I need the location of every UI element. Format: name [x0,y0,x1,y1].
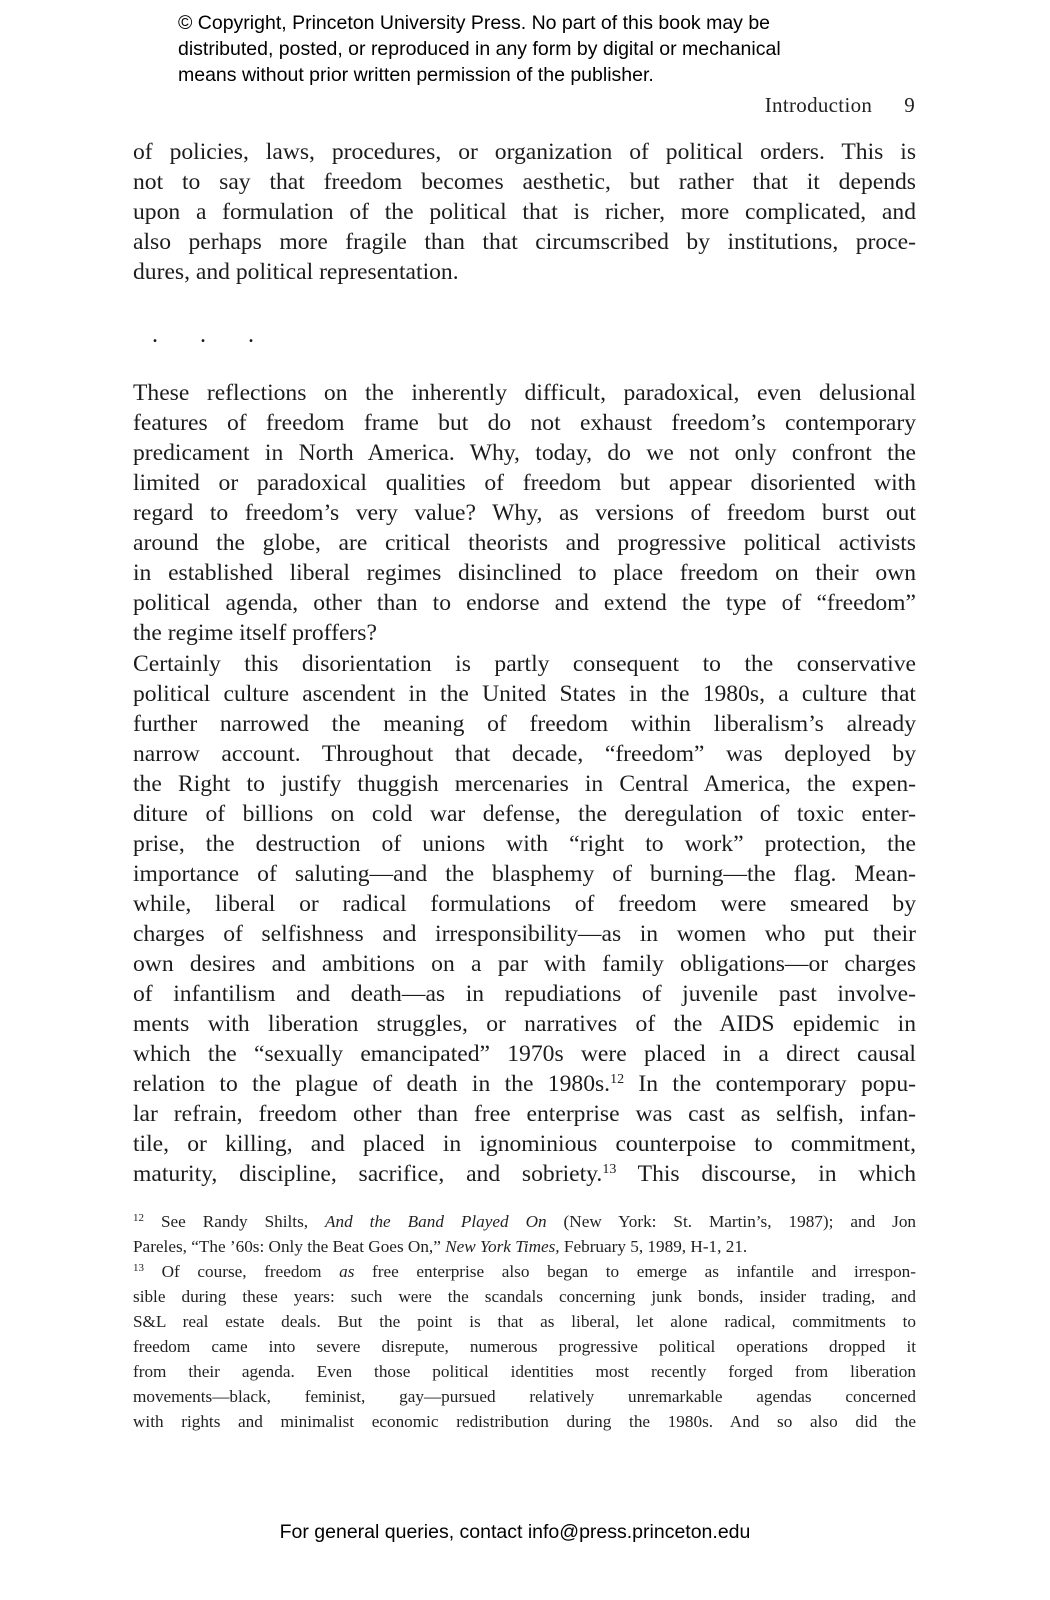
footnote-12 [133,1209,916,1259]
italic-title: New York Times, [445,1237,560,1256]
text-line: features of freedom frame but do not exhaust freedom’s contemporary [133,410,916,436]
text-line: also perhaps more fragile than that circumscribed by institutions, proce- [133,229,916,255]
text-line: limited or paradoxical qualities of freedom but appear disoriented with [133,470,916,496]
text-line: importance of saluting—and the blasphemy of burning—the flag. Mean- [133,861,916,887]
copyright-line: means without prior written permission of the publisher. [178,64,654,86]
text-line: the regime itself proffers? [133,620,377,646]
text-line: ments with liberation struggles, or narratives of the AIDS epidemic in [133,1011,916,1037]
text-span: February 5, 1989, H-1, 21. [559,1237,748,1256]
text-line: with rights and minimalist economic redistribution during the 1980s. And so also did the [133,1412,916,1431]
footer-contact: For general queries, contact info@press.princeton.edu [279,1521,751,1543]
text-line: tile, or killing, and placed in ignominious counterpoise to commitment, [133,1131,916,1157]
footnote-ref: 12 [133,1212,144,1224]
text-line: the Right to justify thuggish mercenaries in Central America, the expen- [133,771,916,797]
running-head [765,93,915,118]
footnote-ref: 12 [610,1072,625,1087]
chapter-title: Introduction [764,93,873,117]
footnote-ref: 13 [602,1162,617,1177]
section-break: . . . [152,322,272,348]
text-span: Of course, freedom [144,1262,340,1281]
text-line: not to say that freedom becomes aesthetic, but rather that it depends [133,169,916,195]
paragraph [133,378,916,648]
text-line: in established liberal regimes disinclined to place freedom on their own [133,560,916,586]
text-line: dures, and political representation. [133,259,459,285]
text-line: political agenda, other than to endorse and extend the type of “freedom” [133,590,916,616]
text-span: free enterprise also began to emerge as infantile and irrespon- [354,1262,916,1281]
text-line: narrow account. Throughout that decade, “freedom” was deployed by [133,741,916,767]
text-line: own desires and ambitions on a par with family obligations—or charges [133,951,916,977]
copyright-line: © Copyright, Princeton University Press. No part of this book may be [178,12,771,34]
text-line: upon a formulation of the political that is richer, more complicated, and [133,199,916,225]
text-span: In the contemporary popu- [624,1071,916,1097]
text-line: of policies, laws, procedures, or organization of political orders. This is [133,139,916,165]
text-line: from their agenda. Even those political identities most recently forged from liberation [133,1362,916,1381]
text-line: while, liberal or radical formulations of freedom were smeared by [133,891,916,917]
text-span: relation to the plague of death in the 1980s. [133,1071,611,1097]
paragraph [133,649,916,1189]
text-line: predicament in North America. Why, today, do we not only confront the [133,440,916,466]
text-line: diture of billions on cold war defense, the deregulation of toxic enter- [133,801,916,827]
text-line: S&L real estate deals. But the point is that as liberal, let alone radical, commitments to [133,1312,916,1331]
text-line [133,1234,916,1259]
text-line: freedom came into severe disrepute, numerous progressive political operations dropped it [133,1337,916,1356]
italic-title: as [339,1262,355,1281]
text-line: These reflections on the inherently difficult, paradoxical, even delusional [133,380,916,406]
text-line [133,1209,916,1234]
text-line: sible during these years: such were the scandals concerning junk bonds, insider trading, and [133,1287,916,1306]
page-number: 9 [904,93,915,117]
text-line: which the “sexually emancipated” 1970s were placed in a direct causal [133,1041,916,1067]
text-line: movements—black, feminist, gay—pursued relatively unremarkable agendas concerned [133,1387,916,1406]
text-line: prise, the destruction of unions with “right to work” protection, the [133,831,916,857]
text-span: See Randy Shilts, [144,1212,326,1231]
text-line [133,1159,916,1189]
footnote-13 [133,1259,916,1434]
copyright-line: distributed, posted, or reproduced in any form by digital or mechanical [178,38,781,60]
text-span: (New York: St. Martin’s, 1987); and Jon [546,1212,917,1231]
text-line: around the globe, are critical theorists and progressive political activists [133,530,916,556]
text-line: regard to freedom’s very value? Why, as versions of freedom burst out [133,500,916,526]
text-line: charges of selfishness and irresponsibility—as in women who put their [133,921,916,947]
paragraph [133,137,916,287]
text-span: maturity, discipline, sacrifice, and sobriety. [133,1161,603,1187]
text-line [133,1069,916,1099]
text-line [133,1259,916,1284]
text-line: political culture ascendent in the United States in the 1980s, a culture that [133,681,916,707]
text-span: Pareles, “The ’60s: Only the Beat Goes On,” [133,1237,446,1256]
text-line: lar refrain, freedom other than free enterprise was cast as selfish, infan- [133,1101,916,1127]
text-line: Certainly this disorientation is partly consequent to the conservative [133,651,916,677]
text-line: further narrowed the meaning of freedom within liberalism’s already [133,711,916,737]
copyright-notice [178,10,781,88]
text-line: of infantilism and death—as in repudiations of juvenile past involve- [133,981,916,1007]
italic-title: And the Band Played On [325,1212,547,1231]
text-span: This discourse, in which [616,1161,916,1187]
footnote-ref: 13 [133,1262,144,1274]
